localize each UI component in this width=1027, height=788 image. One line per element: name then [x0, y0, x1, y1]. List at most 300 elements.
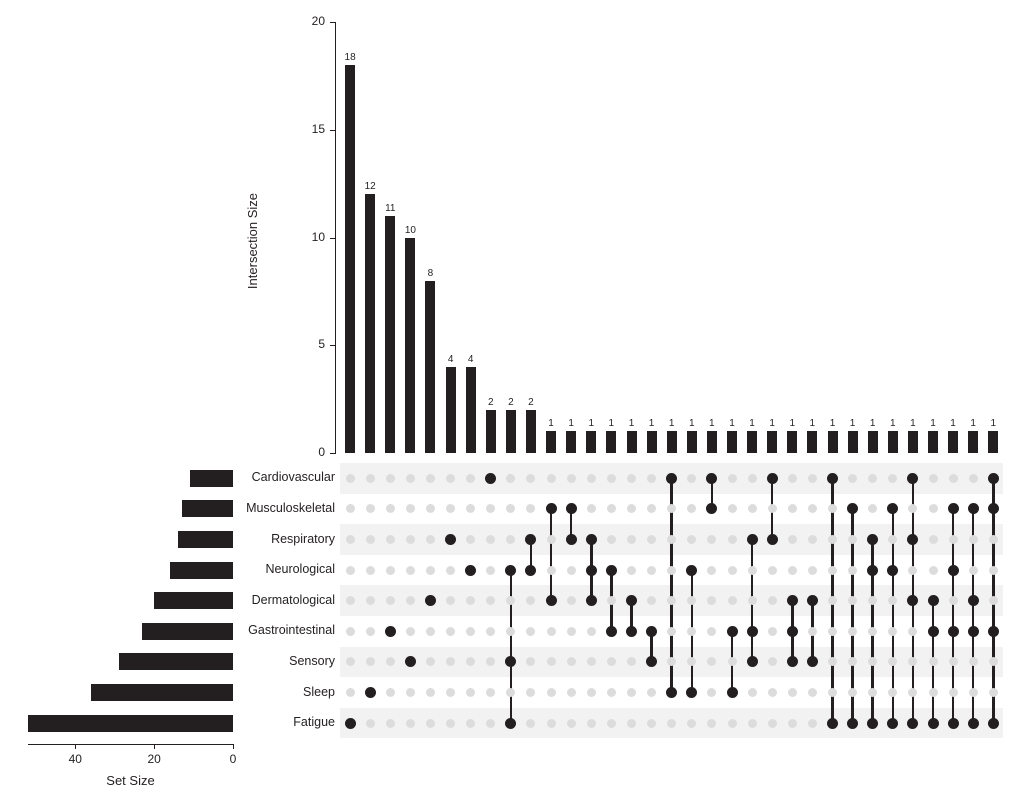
intersection-bar	[405, 238, 415, 454]
matrix-dot-empty	[647, 535, 656, 544]
matrix-dot-selected	[928, 626, 939, 637]
matrix-dot-empty	[446, 566, 455, 575]
matrix-dot-empty	[426, 535, 435, 544]
set-size-bar	[190, 470, 233, 487]
matrix-dot-empty	[346, 535, 355, 544]
matrix-dot-selected	[948, 503, 959, 514]
matrix-dot-empty	[808, 627, 817, 636]
matrix-dot-empty	[969, 688, 978, 697]
matrix-dot-empty	[667, 719, 676, 728]
matrix-dot-empty	[667, 627, 676, 636]
matrix-dot-empty	[366, 596, 375, 605]
matrix-dot-empty	[848, 566, 857, 575]
matrix-dot-selected	[827, 473, 838, 484]
matrix-dot-empty	[466, 719, 475, 728]
intersection-bar	[506, 410, 516, 453]
intersection-bar-label: 1	[809, 418, 816, 430]
matrix-dot-empty	[386, 688, 395, 697]
matrix-dot-selected	[365, 687, 376, 698]
matrix-dot-selected	[847, 718, 858, 729]
matrix-dot-empty	[627, 474, 636, 483]
matrix-dot-selected	[928, 595, 939, 606]
matrix-dot-empty	[788, 688, 797, 697]
matrix-dot-empty	[547, 566, 556, 575]
matrix-dot-empty	[346, 657, 355, 666]
matrix-dot-empty	[868, 474, 877, 483]
matrix-dot-selected	[727, 626, 738, 637]
matrix-dot-empty	[768, 627, 777, 636]
matrix-dot-empty	[908, 504, 917, 513]
intersection-bar	[787, 431, 797, 453]
matrix-dot-empty	[406, 719, 415, 728]
matrix-dot-empty	[466, 474, 475, 483]
matrix-dot-empty	[707, 627, 716, 636]
matrix-dot-empty	[888, 688, 897, 697]
matrix-dot-empty	[466, 627, 475, 636]
matrix-dot-empty	[406, 688, 415, 697]
matrix-dot-empty	[929, 535, 938, 544]
set-size-bar	[170, 562, 233, 579]
matrix-dot-empty	[567, 657, 576, 666]
matrix-dot-empty	[366, 535, 375, 544]
intersection-bar	[687, 431, 697, 453]
intersection-bar-label: 12	[364, 181, 376, 193]
intersection-bar	[848, 431, 858, 453]
matrix-dot-selected	[505, 565, 516, 576]
matrix-dot-empty	[466, 504, 475, 513]
set-size-axis-line	[28, 744, 234, 745]
intersection-bar	[566, 431, 576, 453]
matrix-dot-selected	[787, 626, 798, 637]
matrix-dot-empty	[567, 719, 576, 728]
set-size-bar	[142, 623, 233, 640]
set-size-axis-tick	[75, 744, 76, 749]
matrix-dot-empty	[627, 504, 636, 513]
matrix-dot-empty	[446, 688, 455, 697]
matrix-dot-empty	[707, 566, 716, 575]
intersection-bar	[707, 431, 717, 453]
matrix-dot-selected	[928, 718, 939, 729]
matrix-dot-empty	[486, 627, 495, 636]
matrix-dot-selected	[666, 473, 677, 484]
matrix-dot-empty	[587, 627, 596, 636]
matrix-dot-selected	[767, 534, 778, 545]
matrix-dot-selected	[968, 718, 979, 729]
matrix-dot-empty	[607, 474, 616, 483]
set-size-bar	[154, 592, 233, 609]
matrix-dot-empty	[808, 474, 817, 483]
intersection-bar	[486, 410, 496, 453]
intersection-axis-ticklabel: 0	[318, 445, 325, 459]
matrix-dot-selected	[887, 503, 898, 514]
matrix-dot-selected	[968, 626, 979, 637]
intersection-bar	[948, 431, 958, 453]
matrix-dot-empty	[426, 627, 435, 636]
intersection-bar-label: 1	[568, 418, 574, 430]
intersection-bar-label: 1	[729, 418, 735, 430]
matrix-dot-selected	[988, 503, 999, 514]
set-label: Respiratory	[271, 531, 335, 546]
intersection-bar-label: 1	[890, 418, 896, 430]
matrix-dot-empty	[426, 504, 435, 513]
matrix-dot-empty	[949, 657, 958, 666]
matrix-dot-empty	[788, 566, 797, 575]
matrix-dot-empty	[969, 566, 978, 575]
matrix-dot-empty	[748, 504, 757, 513]
intersection-bar-label: 4	[447, 353, 454, 365]
matrix-dot-empty	[748, 474, 757, 483]
matrix-dot-empty	[627, 566, 636, 575]
matrix-dot-empty	[366, 566, 375, 575]
matrix-dot-empty	[547, 657, 556, 666]
intersection-axis-tick	[330, 453, 335, 454]
matrix-dot-empty	[386, 535, 395, 544]
matrix-dot-empty	[426, 566, 435, 575]
matrix-dot-empty	[567, 688, 576, 697]
intersection-bar	[385, 216, 395, 453]
matrix-dot-empty	[728, 596, 737, 605]
matrix-dot-empty	[929, 504, 938, 513]
matrix-dot-selected	[867, 565, 878, 576]
intersection-bar	[988, 431, 998, 453]
matrix-dot-selected	[525, 565, 536, 576]
matrix-dot-empty	[647, 474, 656, 483]
matrix-dot-selected	[646, 626, 657, 637]
intersection-bar-label: 1	[749, 418, 755, 430]
matrix-dot-empty	[828, 504, 837, 513]
matrix-dot-empty	[506, 504, 515, 513]
matrix-dot-empty	[768, 719, 777, 728]
matrix-dot-empty	[446, 627, 455, 636]
intersection-bar-label: 2	[508, 396, 514, 408]
matrix-dot-empty	[446, 504, 455, 513]
matrix-dot-empty	[567, 474, 576, 483]
matrix-dot-empty	[366, 474, 375, 483]
matrix-dot-empty	[506, 688, 515, 697]
matrix-dot-selected	[586, 534, 597, 545]
intersection-bar-label: 1	[910, 418, 916, 430]
intersection-bar	[828, 431, 838, 453]
matrix-dot-selected	[948, 718, 959, 729]
matrix-dot-selected	[867, 718, 878, 729]
matrix-dot-empty	[908, 566, 917, 575]
matrix-dot-empty	[969, 657, 978, 666]
matrix-dot-selected	[948, 626, 959, 637]
matrix-dot-empty	[808, 719, 817, 728]
matrix-dot-empty	[587, 719, 596, 728]
intersection-bar-label: 1	[608, 418, 615, 430]
matrix-dot-empty	[406, 474, 415, 483]
intersection-bar-label: 1	[648, 418, 655, 430]
intersection-axis-tick	[330, 22, 335, 23]
matrix-dot-empty	[908, 688, 917, 697]
matrix-dot-empty	[929, 688, 938, 697]
matrix-dot-empty	[788, 535, 797, 544]
matrix-dot-empty	[929, 474, 938, 483]
matrix-dot-empty	[888, 627, 897, 636]
matrix-dot-selected	[345, 718, 356, 729]
matrix-dot-selected	[988, 626, 999, 637]
intersection-bar-label: 11	[385, 202, 396, 214]
intersection-bar	[466, 367, 476, 453]
matrix-dot-empty	[687, 504, 696, 513]
matrix-dot-empty	[868, 627, 877, 636]
intersection-bar-label: 2	[528, 396, 534, 408]
matrix-dot-empty	[989, 596, 998, 605]
matrix-dot-empty	[607, 688, 616, 697]
matrix-dot-empty	[828, 535, 837, 544]
matrix-dot-selected	[787, 595, 798, 606]
matrix-dot-empty	[647, 719, 656, 728]
intersection-bar-label: 1	[829, 418, 836, 430]
intersection-bar	[425, 281, 435, 453]
set-size-axis-ticklabel: 40	[68, 752, 82, 767]
matrix-dot-empty	[667, 504, 676, 513]
set-size-axis-tick	[233, 744, 234, 749]
matrix-dot-empty	[386, 566, 395, 575]
intersection-bar	[526, 410, 536, 453]
intersection-bar-label: 1	[970, 418, 976, 430]
set-label: Musculoskeletal	[246, 500, 335, 515]
matrix-dot-empty	[587, 688, 596, 697]
matrix-dot-empty	[346, 627, 355, 636]
matrix-dot-selected	[948, 565, 959, 576]
matrix-dot-empty	[366, 719, 375, 728]
matrix-dot-empty	[446, 719, 455, 728]
matrix-dot-empty	[627, 688, 636, 697]
set-size-bar	[28, 715, 233, 732]
intersection-bar-label: 4	[467, 353, 474, 365]
intersection-bar	[546, 431, 556, 453]
matrix-dot-selected	[767, 473, 778, 484]
matrix-dot-selected	[988, 718, 999, 729]
matrix-dot-selected	[606, 626, 617, 637]
set-label: Sleep	[303, 684, 335, 699]
intersection-bar-label: 1	[930, 418, 936, 430]
set-label: Sensory	[289, 653, 335, 668]
matrix-dot-empty	[949, 688, 958, 697]
intersection-axis-tick	[330, 345, 335, 346]
matrix-dot-empty	[667, 566, 676, 575]
set-label: Gastrointestinal	[248, 623, 335, 638]
matrix-dot-empty	[366, 627, 375, 636]
matrix-dot-selected	[666, 687, 677, 698]
matrix-dot-empty	[728, 719, 737, 728]
matrix-dot-empty	[768, 657, 777, 666]
matrix-dot-empty	[808, 504, 817, 513]
matrix-dot-selected	[586, 565, 597, 576]
set-label: Fatigue	[293, 715, 335, 730]
matrix-dot-empty	[647, 688, 656, 697]
intersection-bar-label: 1	[628, 418, 635, 430]
matrix-dot-empty	[808, 688, 817, 697]
matrix-dot-empty	[526, 719, 535, 728]
intersection-axis-tick	[330, 130, 335, 131]
matrix-dot-empty	[929, 566, 938, 575]
matrix-dot-selected	[546, 503, 557, 514]
matrix-dot-empty	[627, 535, 636, 544]
matrix-dot-empty	[386, 504, 395, 513]
matrix-dot-empty	[949, 474, 958, 483]
matrix-dot-empty	[768, 688, 777, 697]
matrix-dot-empty	[989, 566, 998, 575]
matrix-dot-selected	[606, 565, 617, 576]
intersection-bar-label: 1	[849, 418, 856, 430]
matrix-dot-selected	[566, 534, 577, 545]
matrix-dot-empty	[949, 535, 958, 544]
intersection-axis-ticklabel: 15	[311, 122, 325, 136]
set-label: Neurological	[265, 562, 335, 577]
matrix-dot-selected	[747, 656, 758, 667]
matrix-dot-empty	[526, 504, 535, 513]
set-size-bar	[91, 684, 233, 701]
matrix-dot-empty	[768, 504, 777, 513]
intersection-bar	[586, 431, 596, 453]
matrix-dot-empty	[728, 504, 737, 513]
matrix-dot-empty	[728, 566, 737, 575]
matrix-dot-empty	[426, 474, 435, 483]
set-size-axis-tick	[154, 744, 155, 749]
matrix-dot-empty	[707, 719, 716, 728]
intersection-bar	[928, 431, 938, 453]
matrix-dot-empty	[406, 566, 415, 575]
intersection-axis-tick	[330, 238, 335, 239]
matrix-dot-empty	[828, 688, 837, 697]
intersection-bar-label: 1	[789, 418, 796, 430]
matrix-dot-empty	[346, 566, 355, 575]
matrix-dot-empty	[848, 535, 857, 544]
matrix-dot-empty	[466, 688, 475, 697]
intersection-bar-label: 1	[668, 418, 675, 430]
matrix-dot-empty	[547, 627, 556, 636]
matrix-dot-empty	[828, 566, 837, 575]
matrix-dot-empty	[707, 688, 716, 697]
matrix-dot-empty	[506, 627, 515, 636]
matrix-dot-empty	[607, 535, 616, 544]
set-size-bar	[119, 653, 233, 670]
intersection-bar-label: 8	[427, 267, 434, 279]
intersection-bar-label: 1	[588, 418, 595, 430]
matrix-dot-selected	[686, 687, 697, 698]
matrix-dot-empty	[607, 596, 616, 605]
intersection-bar	[365, 194, 375, 453]
intersection-bar-label: 1	[950, 418, 956, 430]
matrix-dot-selected	[747, 626, 758, 637]
intersection-bar	[667, 431, 677, 453]
matrix-dot-empty	[848, 688, 857, 697]
matrix-dot-empty	[426, 719, 435, 728]
matrix-dot-empty	[406, 504, 415, 513]
matrix-dot-selected	[546, 595, 557, 606]
matrix-dot-selected	[847, 503, 858, 514]
matrix-dot-empty	[526, 688, 535, 697]
matrix-dot-empty	[486, 688, 495, 697]
matrix-dot-empty	[748, 596, 757, 605]
matrix-dot-empty	[808, 566, 817, 575]
matrix-dot-empty	[587, 504, 596, 513]
matrix-dot-empty	[929, 657, 938, 666]
matrix-dot-empty	[627, 719, 636, 728]
intersection-bar	[647, 431, 657, 453]
intersection-bar-label: 2	[488, 396, 494, 408]
matrix-dot-empty	[386, 596, 395, 605]
matrix-dot-empty	[908, 627, 917, 636]
matrix-dot-empty	[346, 596, 355, 605]
matrix-dot-empty	[406, 535, 415, 544]
matrix-dot-selected	[505, 718, 516, 729]
matrix-dot-empty	[788, 504, 797, 513]
intersection-bar-label: 18	[344, 52, 356, 64]
matrix-dot-selected	[425, 595, 436, 606]
matrix-dot-empty	[607, 504, 616, 513]
intersection-bar-label: 1	[769, 418, 775, 430]
matrix-dot-empty	[386, 474, 395, 483]
matrix-dot-selected	[827, 718, 838, 729]
intersection-bar-label: 1	[990, 418, 997, 430]
intersection-bar-label: 10	[404, 224, 416, 236]
matrix-dot-empty	[346, 474, 355, 483]
matrix-dot-empty	[386, 719, 395, 728]
matrix-dot-empty	[989, 535, 998, 544]
matrix-dot-empty	[949, 596, 958, 605]
matrix-dot-selected	[887, 718, 898, 729]
matrix-dot-empty	[768, 566, 777, 575]
intersection-bar	[727, 431, 737, 453]
intersection-bar	[446, 367, 456, 453]
matrix-dot-empty	[547, 474, 556, 483]
matrix-dot-empty	[969, 474, 978, 483]
intersection-axis-line	[335, 22, 336, 454]
matrix-dot-empty	[788, 719, 797, 728]
matrix-dot-empty	[969, 535, 978, 544]
matrix-dot-empty	[567, 566, 576, 575]
set-size-axis-title: Set Size	[106, 773, 155, 788]
matrix-dot-empty	[788, 474, 797, 483]
matrix-dot-selected	[626, 626, 637, 637]
matrix-dot-selected	[968, 595, 979, 606]
matrix-dot-empty	[426, 688, 435, 697]
matrix-dot-selected	[727, 687, 738, 698]
matrix-dot-empty	[748, 566, 757, 575]
intersection-bar	[807, 431, 817, 453]
matrix-dot-empty	[868, 504, 877, 513]
matrix-dot-selected	[706, 503, 717, 514]
matrix-dot-empty	[868, 688, 877, 697]
matrix-dot-empty	[486, 504, 495, 513]
set-size-axis-ticklabel: 0	[229, 752, 237, 767]
matrix-dot-selected	[686, 565, 697, 576]
intersection-bar	[627, 431, 637, 453]
matrix-dot-selected	[385, 626, 396, 637]
matrix-connector	[510, 570, 513, 723]
matrix-dot-selected	[566, 503, 577, 514]
matrix-dot-empty	[567, 596, 576, 605]
intersection-bar	[868, 431, 878, 453]
matrix-dot-selected	[586, 595, 597, 606]
matrix-dot-empty	[366, 504, 375, 513]
matrix-dot-empty	[728, 657, 737, 666]
matrix-dot-selected	[887, 565, 898, 576]
set-size-bar	[182, 500, 233, 517]
intersection-axis-ticklabel: 20	[311, 14, 325, 28]
intersection-bar	[908, 431, 918, 453]
matrix-dot-empty	[687, 627, 696, 636]
set-label: Dermatological	[251, 592, 335, 607]
intersection-bar-label: 1	[689, 418, 695, 430]
matrix-dot-empty	[486, 566, 495, 575]
matrix-dot-empty	[848, 627, 857, 636]
intersection-bar	[606, 431, 616, 453]
